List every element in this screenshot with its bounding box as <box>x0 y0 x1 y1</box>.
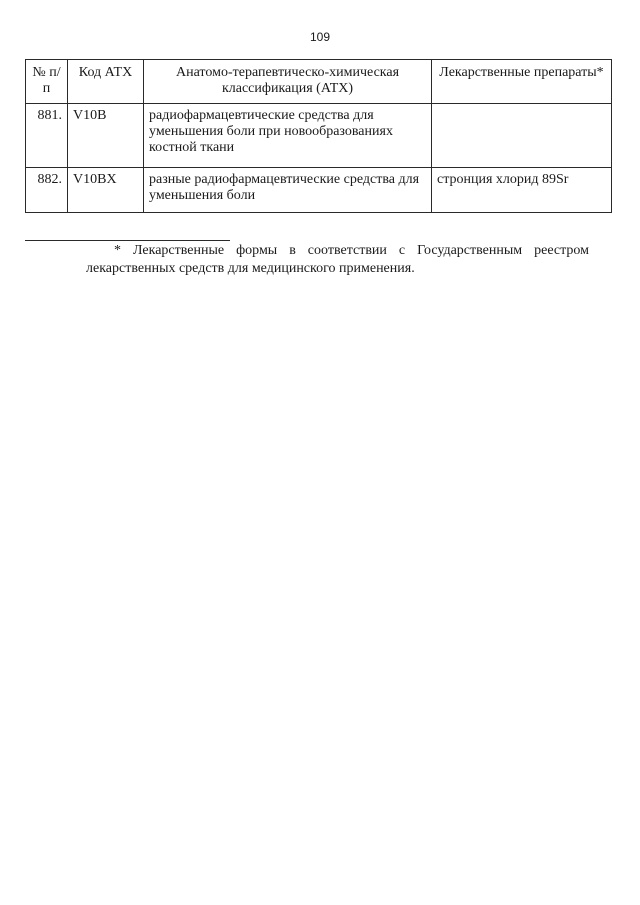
table-header-row <box>26 60 612 104</box>
header-atx-code: Код АТХ <box>68 60 144 104</box>
row-atx-code: V10BX <box>68 168 144 213</box>
header-drugs: Лекарственные препараты* <box>432 60 612 104</box>
row-num: 881. <box>26 104 68 168</box>
row-atx-code: V10B <box>68 104 144 168</box>
header-classification: Анатомо-терапевтическо-химическая классификация (АТХ) <box>144 60 432 104</box>
header-num: № п/п <box>26 60 68 104</box>
footnote-separator <box>25 240 230 241</box>
row-classification: радиофармацевтические средства для уменьшения боли при новообразованиях костной ткани <box>144 104 432 168</box>
page-number: 109 <box>309 30 331 44</box>
row-drugs <box>432 104 612 168</box>
row-classification: разные радиофармацевтические средства для уменьшения боли <box>144 168 432 213</box>
row-num: 882. <box>26 168 68 213</box>
table-row <box>26 104 612 168</box>
footnote: * Лекарственные формы в соответствии с Государственным реестром лекарственных средств для медицинского применения. <box>86 243 589 276</box>
table-row <box>26 168 612 213</box>
atx-table <box>25 59 612 213</box>
row-drugs: стронция хлорид 89Sr <box>432 168 612 213</box>
